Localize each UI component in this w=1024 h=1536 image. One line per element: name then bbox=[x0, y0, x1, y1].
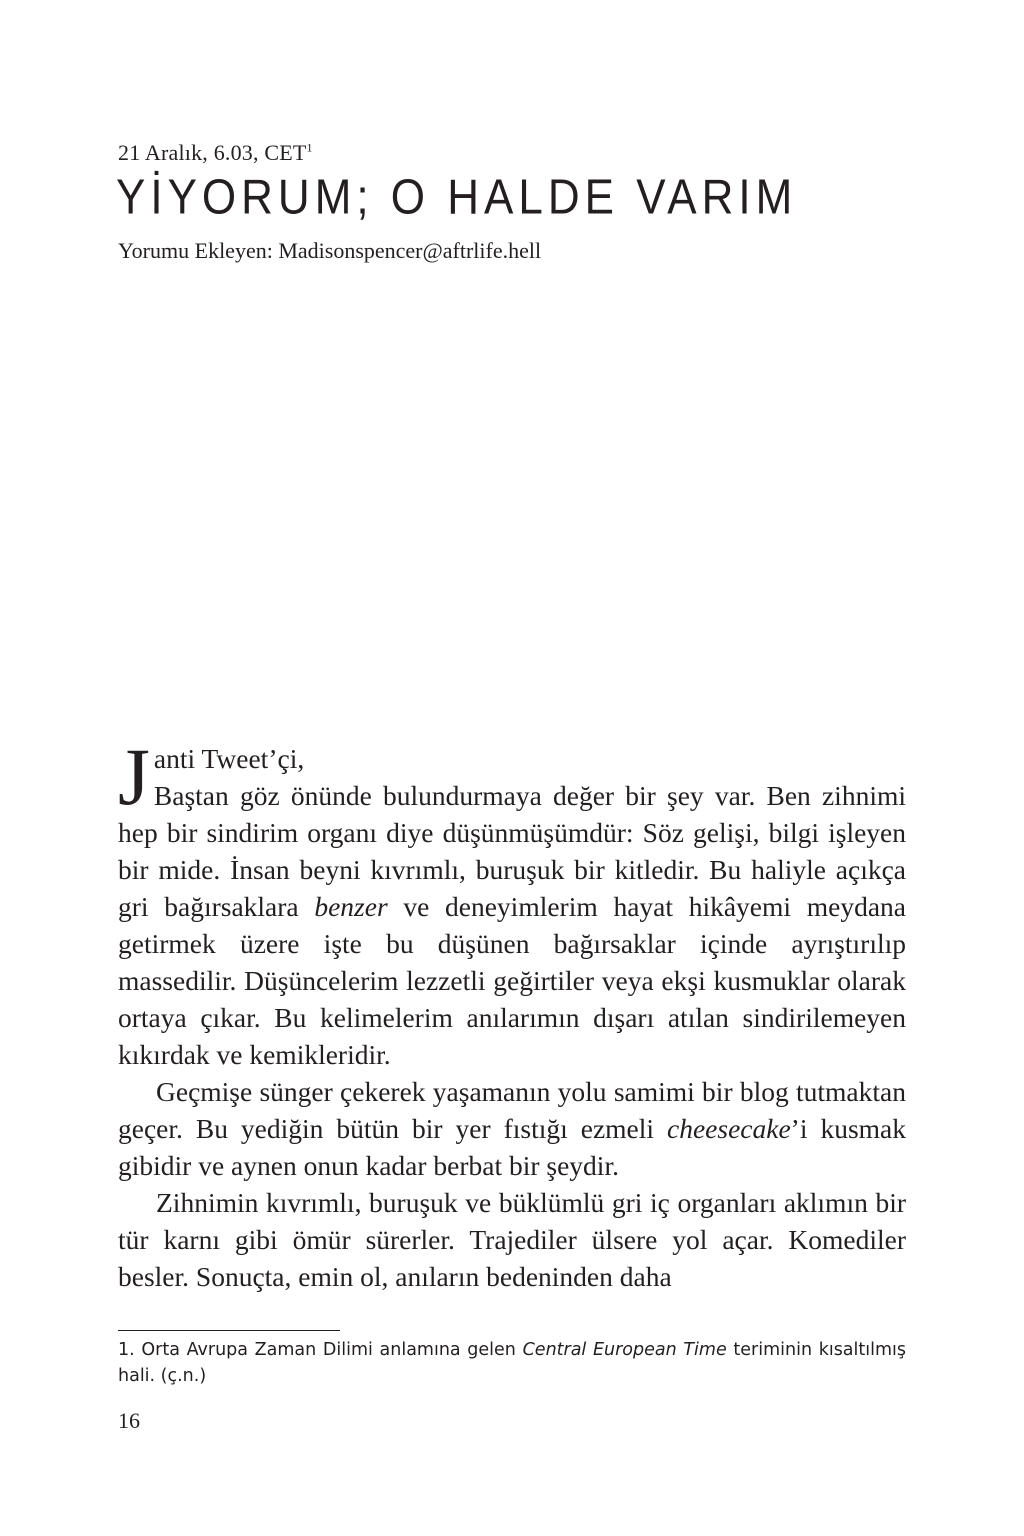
drop-cap: J bbox=[118, 731, 150, 822]
chapter-title: YİYORUM; O HALDE VARIM bbox=[116, 170, 798, 225]
author-line: Yorumu Ekleyen: Madisonspencer@aftrlife.hell bbox=[118, 238, 542, 263]
dateline-text: 21 Aralık, 6.03, CET bbox=[118, 140, 307, 165]
paragraph-3 bbox=[118, 1184, 906, 1295]
paragraph-3-text: Zihnimin kıvrımlı, buruşuk ve büklümlü gri iç organları aklımın bir tür karnı gibi ömür sürerler. Trajediler ülsere yol açar. Komediler besler. Sonuçta, emin ol, anıların bedeninden daha bbox=[118, 1187, 906, 1292]
paragraph-1-italic: benzer bbox=[314, 891, 388, 922]
paragraph-1-text-b: ve deneyimlerim hayat hikâyemi meydana getirmek üzere işte bu düşünen bağırsaklar içinde ayrıştırılıp massedilir. Düşüncelerim lezzetli geğirtiler veya ekşi kusmuklar olarak ortaya çıkar. Bu kelimelerim anılarımın dışarı atılan sindirilemeyen kıkırdak ve kemikleridir. bbox=[118, 891, 906, 1070]
paragraph-1-text-a: Baştan göz önünde bulundurmaya değer bir şey var. Ben zihnimi hep bir sindirim organı diye düşünmüşümdür: Söz gelişi, bilgi işleyen bir mide. İnsan beyni kıvrımlı, buruşuk bir kitledir. Bu haliyle açıkça gri bağırsaklara bbox=[118, 780, 906, 922]
paragraph-2 bbox=[118, 1073, 906, 1184]
footnote-reference: 1 bbox=[306, 140, 313, 155]
footnote bbox=[118, 1337, 906, 1389]
paragraph-2-text-b: ’i kusmak gibidir ve aynen onun kadar berbat bir şeydir. bbox=[118, 1113, 906, 1181]
paragraph-1 bbox=[118, 731, 906, 1073]
footnote-text-a: 1. Orta Avrupa Zaman Dilimi anlamına gelen bbox=[118, 1340, 523, 1360]
greeting: anti Tweet’çi, bbox=[153, 743, 305, 774]
paragraph-2-text-a: Geçmişe sünger çekerek yaşamanın yolu samimi bir blog tutmaktan geçer. Bu yediğin bütün bir yer fıstığı ezmeli bbox=[118, 1076, 906, 1144]
paragraph-2-italic: cheesecake bbox=[667, 1113, 791, 1144]
body-text bbox=[118, 731, 906, 1295]
footnote-text-b: teriminin kısaltılmış hali. (ç.n.) bbox=[118, 1340, 907, 1386]
footnote-divider bbox=[118, 1330, 340, 1331]
page-number: 16 bbox=[118, 1408, 140, 1433]
footnote-italic: Central European Time bbox=[522, 1340, 727, 1360]
dateline bbox=[118, 140, 313, 166]
